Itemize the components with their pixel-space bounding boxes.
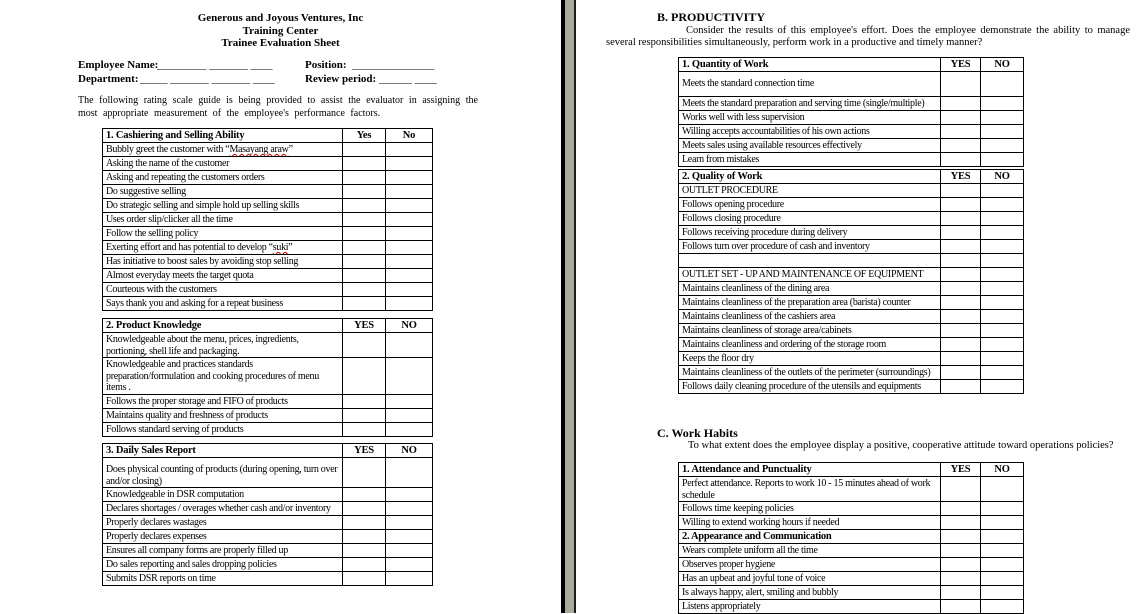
rating-scale-intro: The following rating scale guide is being provided to assist the evaluator in assigning the most appropriate measurement of the employee's performance factors. — [78, 95, 478, 119]
page-gap-divider — [561, 0, 576, 613]
yes-cell[interactable] — [343, 185, 386, 199]
criterion-cell: Follows daily cleaning procedure of the utensils and equipments — [679, 380, 941, 394]
no-cell[interactable] — [386, 502, 433, 516]
criterion-cell: Maintains cleanliness of the outlets of the perimeter (surroundings) — [679, 366, 941, 380]
no-cell[interactable] — [981, 212, 1024, 226]
criterion-cell: Properly declares expenses — [103, 530, 343, 544]
criterion-cell — [679, 254, 941, 268]
no-cell[interactable] — [981, 352, 1024, 366]
no-cell[interactable] — [386, 516, 433, 530]
table-header-row — [103, 129, 433, 143]
criterion-cell: Maintains cleanliness of the cashiers area — [679, 310, 941, 324]
spellcheck-squiggle: suki — [272, 242, 289, 253]
checklist-row — [103, 269, 433, 283]
yes-cell[interactable] — [343, 422, 386, 436]
criterion-cell: Perfect attendance. Reports to work 10 - 15 minutes ahead of work schedule — [679, 477, 941, 502]
criterion-cell: Ensures all company forms are properly filled up — [103, 544, 343, 558]
criterion-cell: Meets the standard connection time — [679, 72, 941, 97]
criterion-cell: Asking the name of the customer — [103, 157, 343, 171]
criterion-cell: Uses order slip/clicker all the time — [103, 213, 343, 227]
yes-cell[interactable] — [941, 600, 981, 614]
no-cell[interactable] — [386, 241, 433, 255]
no-cell[interactable] — [386, 358, 433, 395]
quantity-of-work-table — [678, 57, 1023, 167]
yes-cell[interactable] — [343, 544, 386, 558]
yes-cell[interactable] — [941, 502, 981, 516]
checklist-row — [103, 502, 433, 516]
yes-header-cell: YES — [941, 170, 981, 184]
no-cell[interactable] — [981, 586, 1024, 600]
no-cell[interactable] — [386, 297, 433, 311]
criterion-cell: Follows opening procedure — [679, 198, 941, 212]
yes-cell[interactable] — [941, 338, 981, 352]
criterion-cell: Declares shortages / overages whether cash and/or inventory — [103, 502, 343, 516]
criterion-cell: Meets sales using available resources effectively — [679, 139, 941, 153]
yes-cell[interactable] — [343, 227, 386, 241]
section-c-heading: C. Work Habits — [657, 426, 738, 440]
checklist-row — [679, 544, 1024, 558]
checklist-row — [679, 477, 1024, 502]
checklist-row — [679, 282, 1024, 296]
no-cell[interactable] — [981, 125, 1024, 139]
table-title-cell: 1. Quantity of Work — [679, 58, 941, 72]
checklist-row — [679, 338, 1024, 352]
company-name: Generous and Joyous Ventures, Inc — [197, 12, 364, 24]
criterion-cell: Bubbly greet the customer with “Masayang araw” — [103, 143, 343, 157]
checklist-row — [103, 241, 433, 255]
table-header-row — [103, 319, 433, 333]
no-cell[interactable] — [981, 600, 1024, 614]
criterion-cell: Properly declares wastages — [103, 516, 343, 530]
yes-header-cell: YES — [941, 463, 981, 477]
criterion-cell: Says thank you and asking for a repeat business — [103, 297, 343, 311]
no-cell[interactable] — [981, 240, 1024, 254]
checklist-row — [679, 366, 1024, 380]
checklist-row — [679, 296, 1024, 310]
checklist-row — [103, 157, 433, 171]
no-cell[interactable] — [386, 143, 433, 157]
yes-cell[interactable] — [343, 488, 386, 502]
yes-cell[interactable] — [941, 198, 981, 212]
no-header-cell: NO — [386, 319, 433, 333]
checklist-row — [103, 171, 433, 185]
checklist-row — [103, 572, 433, 586]
checklist-row — [679, 198, 1024, 212]
criterion-cell: Has initiative to boost sales by avoiding stop selling — [103, 255, 343, 269]
checklist-row — [679, 380, 1024, 394]
no-cell[interactable] — [386, 530, 433, 544]
criterion-cell: Listens appropriately — [679, 600, 941, 614]
cashiering-selling-ability-table — [102, 128, 432, 311]
no-cell[interactable] — [386, 269, 433, 283]
document-header — [0, 12, 561, 50]
no-cell[interactable] — [386, 572, 433, 586]
table-header-row — [679, 463, 1024, 477]
criterion-cell: Maintains cleanliness of the dining area — [679, 282, 941, 296]
yes-cell[interactable] — [941, 572, 981, 586]
checklist-row — [679, 600, 1024, 614]
yes-cell[interactable] — [343, 558, 386, 572]
yes-cell[interactable] — [343, 297, 386, 311]
criterion-cell: Keeps the floor dry — [679, 352, 941, 366]
no-cell[interactable] — [981, 296, 1024, 310]
criterion-cell: Do strategic selling and simple hold up selling skills — [103, 199, 343, 213]
checklist-table — [678, 462, 1024, 614]
checklist-row — [679, 184, 1024, 198]
table-title-cell: 1. Cashiering and Selling Ability — [103, 129, 343, 143]
yes-cell[interactable] — [941, 296, 981, 310]
no-cell[interactable] — [386, 333, 433, 358]
checklist-row — [679, 72, 1024, 97]
yes-cell[interactable] — [941, 184, 981, 198]
criterion-cell: Observes proper hygiene — [679, 558, 941, 572]
employee-name-blank[interactable]: _________ _______ ____ — [157, 59, 273, 71]
no-cell[interactable] — [386, 171, 433, 185]
yes-cell[interactable] — [941, 72, 981, 97]
yes-cell[interactable] — [343, 333, 386, 358]
yes-cell[interactable] — [941, 268, 981, 282]
department-blank[interactable]: _____ _______ _______ ____ — [140, 73, 275, 85]
checklist-row — [679, 324, 1024, 338]
spellcheck-squiggle: Masayang araw — [229, 144, 289, 155]
yes-cell[interactable] — [941, 212, 981, 226]
yes-cell[interactable] — [343, 241, 386, 255]
checklist-row — [103, 297, 433, 311]
criterion-cell: Maintains quality and freshness of products — [103, 408, 343, 422]
checklist-row — [103, 283, 433, 297]
no-cell[interactable] — [981, 198, 1024, 212]
no-cell[interactable] — [386, 558, 433, 572]
checklist-row — [679, 502, 1024, 516]
yes-cell[interactable] — [941, 586, 981, 600]
criterion-cell: 2. Appearance and Communication — [679, 530, 941, 544]
product-knowledge-table — [102, 318, 432, 437]
checklist-row — [679, 572, 1024, 586]
table-header-row — [103, 444, 433, 458]
no-cell[interactable] — [981, 338, 1024, 352]
no-cell[interactable] — [386, 283, 433, 297]
no-cell[interactable] — [981, 184, 1024, 198]
yes-cell[interactable] — [343, 516, 386, 530]
no-header-cell: NO — [386, 444, 433, 458]
criterion-cell: Knowledgeable about the menu, prices, ingredients, portioning, shell life and packaging. — [103, 333, 343, 358]
no-cell[interactable] — [981, 558, 1024, 572]
checklist-table — [102, 318, 433, 437]
no-cell[interactable] — [386, 185, 433, 199]
yes-cell[interactable] — [941, 226, 981, 240]
section-b-heading: B. PRODUCTIVITY — [657, 10, 766, 24]
no-header-cell: NO — [981, 170, 1024, 184]
checklist-row — [103, 544, 433, 558]
no-cell[interactable] — [981, 153, 1024, 167]
no-cell[interactable] — [386, 255, 433, 269]
checklist-row — [103, 558, 433, 572]
checklist-row — [103, 408, 433, 422]
yes-cell[interactable] — [941, 282, 981, 296]
no-cell[interactable] — [981, 97, 1024, 111]
no-cell[interactable] — [981, 324, 1024, 338]
table-header-row — [679, 170, 1024, 184]
no-cell[interactable] — [386, 199, 433, 213]
criterion-cell: Knowledgeable and practices standards preparation/formulation and cooking procedures of menu items . — [103, 358, 343, 395]
yes-cell[interactable] — [343, 255, 386, 269]
checklist-row — [679, 139, 1024, 153]
checklist-row — [679, 254, 1024, 268]
criterion-cell: Has an upbeat and joyful tone of voice — [679, 572, 941, 586]
yes-cell[interactable] — [941, 352, 981, 366]
no-cell[interactable] — [981, 254, 1024, 268]
criterion-cell: Does physical counting of products (during opening, turn over and/or closing) — [103, 458, 343, 488]
yes-cell[interactable] — [343, 502, 386, 516]
review-period-label: Review period: — [305, 73, 377, 85]
checklist-row — [679, 558, 1024, 572]
checklist-table — [102, 443, 433, 586]
no-cell[interactable] — [981, 502, 1024, 516]
criterion-cell: Maintains cleanliness of storage area/cabinets — [679, 324, 941, 338]
header-training-center: Training Center — [242, 24, 319, 37]
table-title-cell: 2. Product Knowledge — [103, 319, 343, 333]
no-cell[interactable] — [981, 282, 1024, 296]
yes-cell[interactable] — [343, 143, 386, 157]
yes-header-cell: YES — [343, 319, 386, 333]
criterion-cell: Follows time keeping policies — [679, 502, 941, 516]
criterion-cell: Almost everyday meets the target quota — [103, 269, 343, 283]
quality-of-work-table — [678, 169, 1023, 394]
yes-cell[interactable] — [941, 139, 981, 153]
checklist-row — [103, 213, 433, 227]
yes-cell[interactable] — [343, 530, 386, 544]
checklist-row — [103, 333, 433, 358]
criterion-cell: Follows closing procedure — [679, 212, 941, 226]
yes-cell[interactable] — [941, 530, 981, 544]
checklist-row — [103, 516, 433, 530]
checklist-row — [679, 268, 1024, 282]
no-cell[interactable] — [981, 139, 1024, 153]
criterion-cell: Willing accepts accountabilities of his own actions — [679, 125, 941, 139]
no-cell[interactable] — [981, 226, 1024, 240]
checklist-row — [103, 358, 433, 395]
criterion-cell: Do sales reporting and sales dropping policies — [103, 558, 343, 572]
department-label: Department: — [78, 73, 139, 85]
checklist-row — [103, 199, 433, 213]
criterion-cell: Follow the selling policy — [103, 227, 343, 241]
no-cell[interactable] — [981, 366, 1024, 380]
checklist-table — [102, 128, 433, 311]
criterion-cell: Is always happy, alert, smiling and bubbly — [679, 586, 941, 600]
criterion-cell: Follows turn over procedure of cash and inventory — [679, 240, 941, 254]
criterion-cell: Willing to extend working hours if needed — [679, 516, 941, 530]
no-header-cell: No — [386, 129, 433, 143]
table-title-cell: 3. Daily Sales Report — [103, 444, 343, 458]
no-cell[interactable] — [386, 227, 433, 241]
yes-cell[interactable] — [941, 544, 981, 558]
no-cell[interactable] — [981, 530, 1024, 544]
no-cell[interactable] — [386, 488, 433, 502]
no-cell[interactable] — [386, 422, 433, 436]
no-header-cell: NO — [981, 463, 1024, 477]
checklist-row — [679, 212, 1024, 226]
document-page-2 — [576, 0, 1138, 613]
yes-cell[interactable] — [941, 366, 981, 380]
yes-cell[interactable] — [941, 254, 981, 268]
no-cell[interactable] — [386, 213, 433, 227]
yes-cell[interactable] — [343, 213, 386, 227]
no-cell[interactable] — [386, 394, 433, 408]
yes-header-cell: Yes — [343, 129, 386, 143]
attendance-punctuality-table — [678, 462, 1023, 614]
checklist-row — [679, 586, 1024, 600]
header-sheet-title: Trainee Evaluation Sheet — [221, 37, 340, 49]
table-header-row — [679, 58, 1024, 72]
yes-cell[interactable] — [941, 153, 981, 167]
no-cell[interactable] — [981, 544, 1024, 558]
yes-cell[interactable] — [343, 408, 386, 422]
checklist-row — [103, 488, 433, 502]
review-period-blank[interactable]: ______ ____ — [379, 73, 437, 85]
yes-cell[interactable] — [343, 572, 386, 586]
checklist-row — [679, 516, 1024, 530]
document-page-1 — [0, 0, 561, 613]
position-label: Position: — [305, 59, 347, 71]
checklist-row — [679, 97, 1024, 111]
criterion-cell: Follows receiving procedure during delivery — [679, 226, 941, 240]
checklist-row — [103, 143, 433, 157]
no-cell[interactable] — [386, 544, 433, 558]
criterion-cell: Knowledgeable in DSR computation — [103, 488, 343, 502]
checklist-row — [679, 111, 1024, 125]
criterion-cell: OUTLET PROCEDURE — [679, 184, 941, 198]
yes-cell[interactable] — [941, 324, 981, 338]
yes-cell[interactable] — [343, 394, 386, 408]
criterion-cell: Works well with less supervision — [679, 111, 941, 125]
no-cell[interactable] — [981, 380, 1024, 394]
checklist-row — [679, 352, 1024, 366]
criterion-cell: Follows standard serving of products — [103, 422, 343, 436]
criterion-cell: Wears complete uniform all the time — [679, 544, 941, 558]
checklist-row — [103, 255, 433, 269]
yes-cell[interactable] — [343, 157, 386, 171]
criterion-cell: OUTLET SET - UP AND MAINTENANCE OF EQUIPMENT — [679, 268, 941, 282]
yes-cell[interactable] — [941, 97, 981, 111]
yes-cell[interactable] — [343, 358, 386, 395]
checklist-row — [103, 227, 433, 241]
checklist-table — [678, 57, 1024, 167]
checklist-row — [103, 185, 433, 199]
checklist-row — [679, 153, 1024, 167]
yes-cell[interactable] — [343, 458, 386, 488]
section-b-description: Consider the results of this employee's effort. Does the employee demonstrate the ability to manage several responsibilities simultaneously, perform work in a productive and timely manner? — [606, 25, 1130, 48]
criterion-cell: Asking and repeating the customers orders — [103, 171, 343, 185]
yes-cell[interactable] — [941, 240, 981, 254]
no-cell[interactable] — [981, 310, 1024, 324]
no-cell[interactable] — [981, 516, 1024, 530]
criterion-cell: Courteous with the customers — [103, 283, 343, 297]
yes-cell[interactable] — [941, 310, 981, 324]
checklist-row — [679, 226, 1024, 240]
table-title-cell: 1. Attendance and Punctuality — [679, 463, 941, 477]
no-cell[interactable] — [981, 72, 1024, 97]
section-c-description: To what extent does the employee display a positive, cooperative attitude toward operations policies? — [688, 440, 1114, 451]
checklist-row — [103, 530, 433, 544]
yes-cell[interactable] — [941, 558, 981, 572]
criterion-cell: Maintains cleanliness and ordering of the storage room — [679, 338, 941, 352]
checklist-row — [679, 530, 1024, 544]
position-blank[interactable]: _______________ — [352, 59, 435, 71]
no-cell[interactable] — [386, 408, 433, 422]
no-cell[interactable] — [981, 111, 1024, 125]
checklist-row — [679, 240, 1024, 254]
yes-cell[interactable] — [941, 516, 981, 530]
checklist-row — [679, 125, 1024, 139]
no-cell[interactable] — [386, 458, 433, 488]
yes-cell[interactable] — [343, 283, 386, 297]
no-cell[interactable] — [981, 572, 1024, 586]
no-cell[interactable] — [981, 477, 1024, 502]
yes-header-cell: YES — [941, 58, 981, 72]
employee-name-label: Employee Name: — [78, 59, 159, 71]
criterion-cell: Maintains cleanliness of the preparation area (barista) counter — [679, 296, 941, 310]
yes-cell[interactable] — [941, 477, 981, 502]
checklist-row — [103, 394, 433, 408]
criterion-cell: Submits DSR reports on time — [103, 572, 343, 586]
checklist-table — [678, 169, 1024, 394]
criterion-cell: Meets the standard preparation and serving time (single/multiple) — [679, 97, 941, 111]
yes-header-cell: YES — [343, 444, 386, 458]
table-title-cell: 2. Quality of Work — [679, 170, 941, 184]
criterion-cell: Follows the proper storage and FIFO of products — [103, 394, 343, 408]
checklist-row — [103, 422, 433, 436]
checklist-row — [103, 458, 433, 488]
yes-cell[interactable] — [343, 199, 386, 213]
criterion-cell: Learn from mistakes — [679, 153, 941, 167]
checklist-row — [679, 310, 1024, 324]
no-cell[interactable] — [386, 157, 433, 171]
criterion-cell: Do suggestive selling — [103, 185, 343, 199]
yes-cell[interactable] — [941, 111, 981, 125]
yes-cell[interactable] — [343, 269, 386, 283]
yes-cell[interactable] — [941, 380, 981, 394]
daily-sales-report-table — [102, 443, 432, 586]
no-header-cell: NO — [981, 58, 1024, 72]
criterion-cell: Exerting effort and has potential to develop “suki” — [103, 241, 343, 255]
no-cell[interactable] — [981, 268, 1024, 282]
yes-cell[interactable] — [343, 171, 386, 185]
yes-cell[interactable] — [941, 125, 981, 139]
